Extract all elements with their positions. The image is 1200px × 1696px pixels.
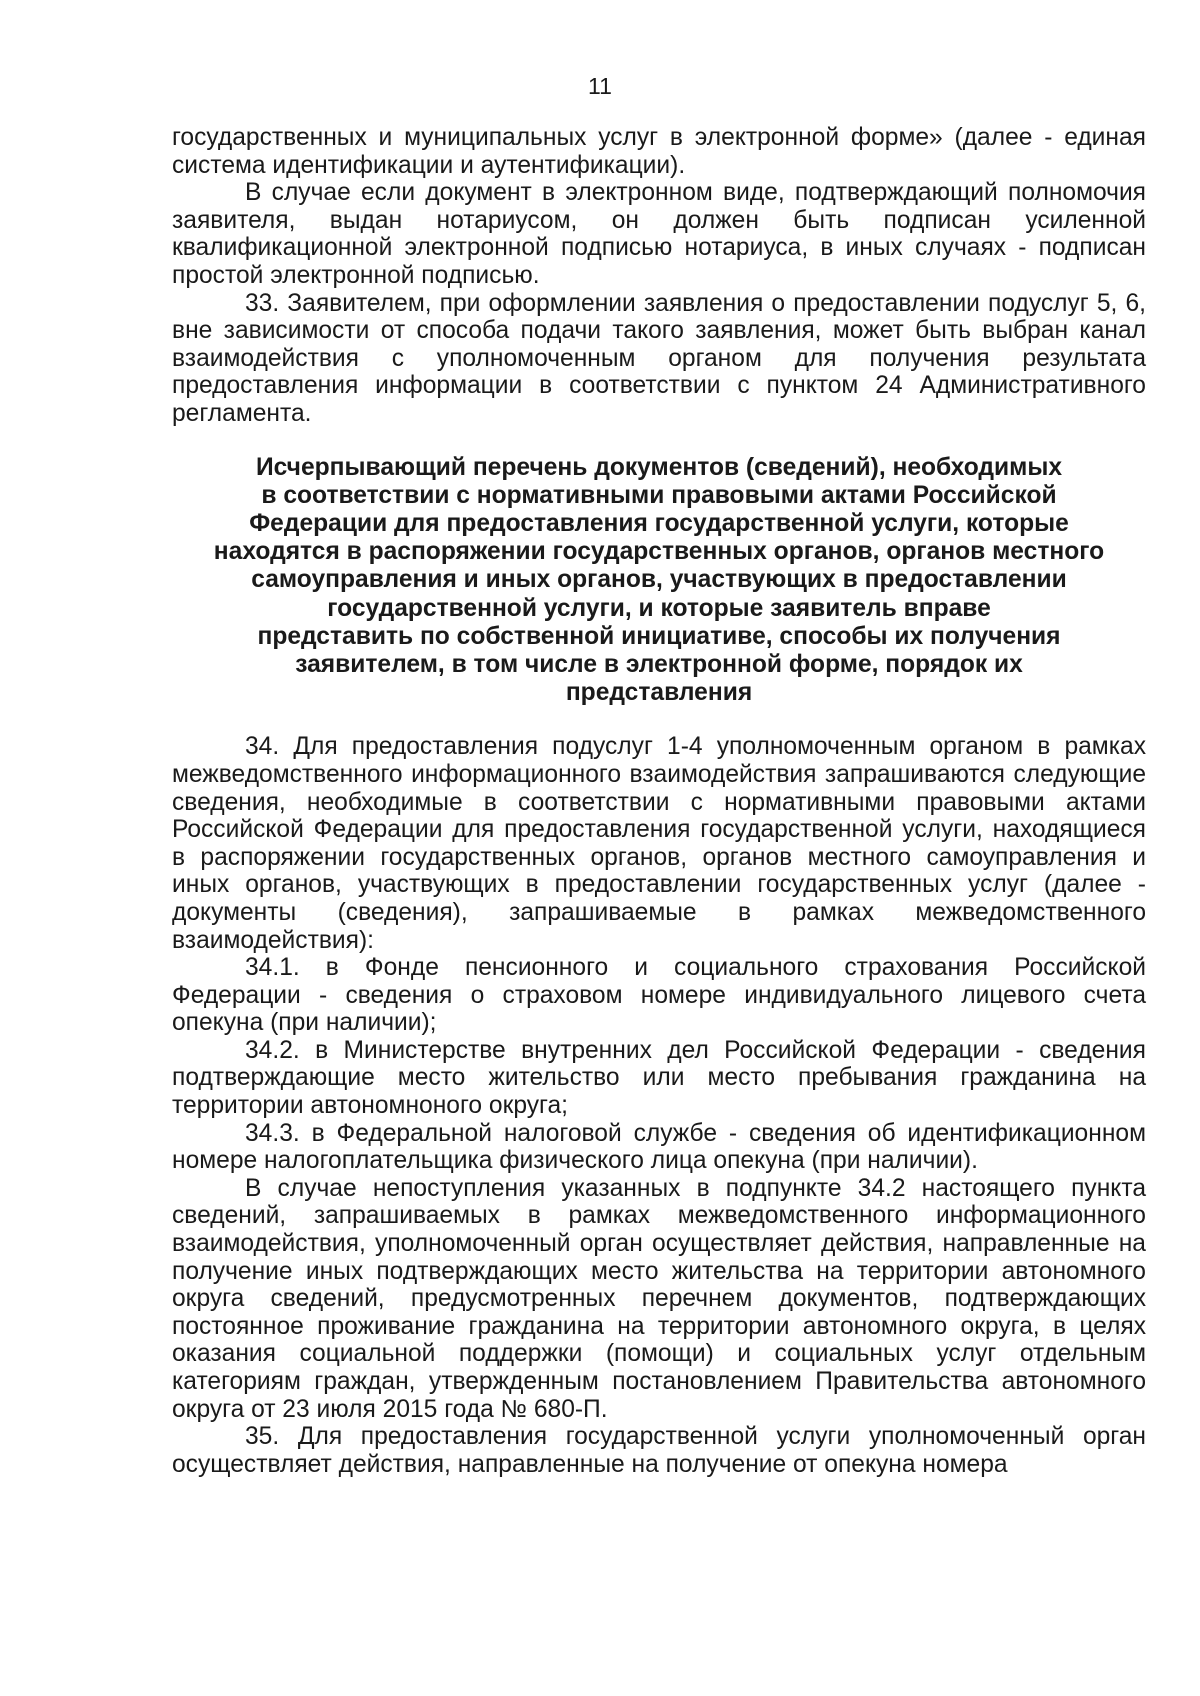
page-number: 11 bbox=[588, 73, 612, 99]
heading-line: находятся в распоряжении государственных органов, органов местного bbox=[213, 538, 1105, 566]
heading-line: заявителем, в том числе в электронной форме, порядок их bbox=[295, 650, 1023, 678]
paragraph-34-2: 34.2. в Министерстве внутренних дел Российской Федерации - сведения подтверждающие место жительство или место пребывания гражданина на территории автономноного округа; bbox=[172, 1036, 1146, 1120]
paragraph-34: 34. Для предоставления подуслуг 1-4 уполномоченным органом в рамках межведомственного информационного взаимодействия запрашиваются следующие сведения, необходимые в соответствии с нормативными правовыми актами Российской Федерации для предоставления государственной услуги, находящиеся в распоряжении государственных органов, органов местного самоуправления и иных органов, участвующих в предоставлении государственных услуг (далее - документы (сведения), запрашиваемые в рамках межведомственного взаимодействия): bbox=[172, 733, 1146, 954]
heading-line: Федерации для предоставления государственной услуги, которые bbox=[249, 509, 1069, 537]
heading-line: самоуправления и иных органов, участвующих в предоставлении bbox=[251, 566, 1067, 594]
section-heading bbox=[172, 454, 1146, 708]
paragraph-notary-signature: В случае если документ в электронном виде, подтверждающий полномочия заявителя, выдан нотариусом, он должен быть подписан усиленной квалификационной электронной подписью нотариуса, в иных случаях - подписан простой электронной подписью. bbox=[172, 179, 1146, 289]
paragraph-34-1: 34.1. в Фонде пенсионного и социального страхования Российской Федерации - сведения о страховом номере индивидуального лицевого счета опекуна (при наличии); bbox=[172, 954, 1146, 1037]
heading-line: представить по собственной инициативе, способы их получения bbox=[257, 622, 1061, 650]
heading-line: в соответствии с нормативными правовыми актами Российской bbox=[261, 481, 1057, 509]
heading-line: Исчерпывающий перечень документов (сведений), необходимых bbox=[255, 453, 1063, 481]
paragraph-non-receipt: В случае непоступления указанных в подпункте 34.2 настоящего пункта сведений, запрашиваемых в рамках межведомственного информационного взаимодействия, уполномоченный орган осуществляет действия, направленные на получение иных подтверждающих место жительства на территории автономного округа сведений, предусмотренных перечнем документов, подтверждающих постоянное проживание гражданина на территории автономного округа, в целях оказания социальной поддержки (помощи) и социальных услуг отдельным категориям граждан, утвержденным постановлением Правительства автономного округа от 23 июля 2015 года № 680-П. bbox=[172, 1174, 1146, 1423]
paragraph-35: 35. Для предоставления государственной услуги уполномоченный орган осуществляет действия, направленные на получение от опекуна номера bbox=[172, 1423, 1146, 1478]
paragraph-continuation: государственных и муниципальных услуг в электронной форме» (далее - единая система идентификации и аутентификации). bbox=[172, 124, 1146, 179]
heading-line: государственной услуги, и которые заявитель вправе bbox=[327, 594, 991, 622]
document-body bbox=[172, 124, 1146, 1478]
heading-line: представления bbox=[565, 679, 753, 707]
paragraph-34-3: 34.3. в Федеральной налоговой службе - сведения об идентификационном номере налогоплательщика физического лица опекуна (при наличии). bbox=[172, 1119, 1146, 1175]
paragraph-33: 33. Заявителем, при оформлении заявления о предоставлении подуслуг 5, 6, вне зависимости от способа подачи такого заявления, может быть выбран канал взаимодействия с уполномоченным органом для получения результата предоставления информации в соответствии с пунктом 24 Административного регламента. bbox=[172, 289, 1146, 427]
